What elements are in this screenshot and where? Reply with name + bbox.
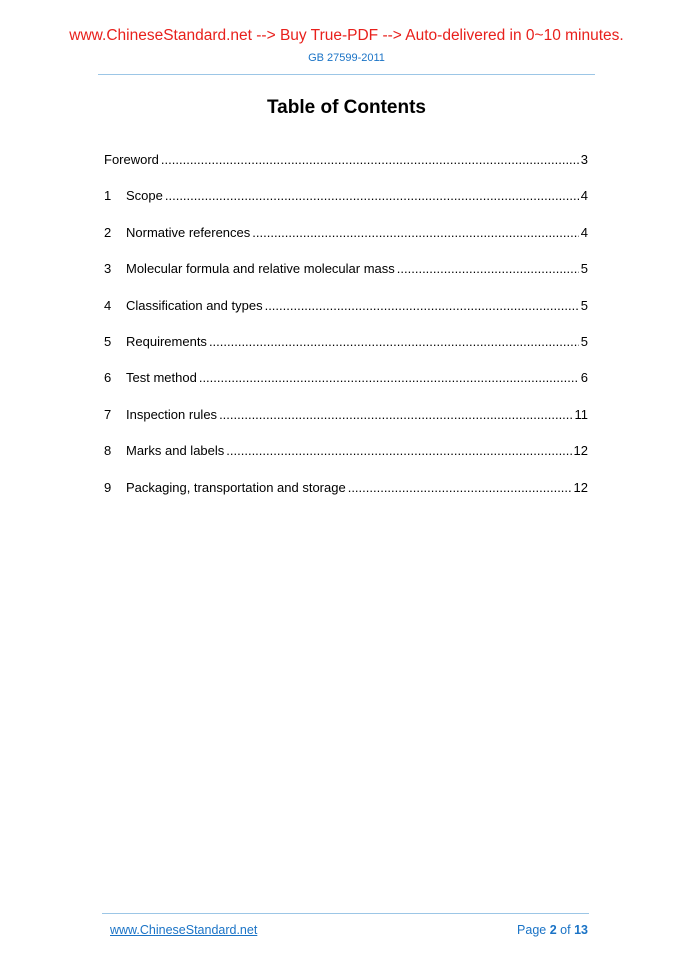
toc-entry-marks-and-labels[interactable] <box>104 443 588 479</box>
toc-entry-label: Test method <box>126 370 197 386</box>
header-divider <box>98 74 595 75</box>
toc-entry-classification[interactable] <box>104 298 588 334</box>
toc-entry-page: 11 <box>574 406 588 422</box>
toc-entry-number: 3 <box>104 261 112 277</box>
toc-entry-page: 12 <box>573 443 588 459</box>
toc-entry-foreword[interactable] <box>104 152 588 188</box>
footer-website-link[interactable]: www.ChineseStandard.net <box>110 923 258 937</box>
toc-entry-label: Scope <box>126 188 163 204</box>
toc-entry-page: 5 <box>580 261 588 277</box>
toc-leader-dots <box>348 480 572 495</box>
toc-leader-dots <box>199 370 579 385</box>
toc-entry-label: Normative references <box>126 224 251 240</box>
toc-leader-dots <box>265 298 579 313</box>
toc-leader-dots <box>219 407 572 422</box>
toc-entry-number: 2 <box>104 224 112 240</box>
toc-entry-page: 6 <box>580 370 588 386</box>
toc-entry-number: 4 <box>104 297 112 313</box>
toc-entry-test-method[interactable] <box>104 370 588 406</box>
toc-entry-number: 5 <box>104 333 112 349</box>
toc-entry-page: 5 <box>580 333 588 349</box>
toc-entry-inspection-rules[interactable] <box>104 407 588 443</box>
toc-entry-number: 1 <box>104 188 112 204</box>
toc-entry-packaging[interactable] <box>104 480 588 516</box>
toc-leader-dots <box>165 188 579 203</box>
toc-entry-normative-references[interactable] <box>104 225 588 261</box>
toc-entry-page: 4 <box>580 224 588 240</box>
toc-entry-label: Packaging, transportation and storage <box>126 479 346 495</box>
toc-leader-dots <box>397 261 579 276</box>
page-current: 2 <box>549 923 557 937</box>
toc-entry-scope[interactable] <box>104 188 588 224</box>
toc-entry-molecular-formula[interactable] <box>104 261 588 297</box>
toc-entry-page: 5 <box>580 297 588 313</box>
toc-entry-page: 12 <box>573 479 588 495</box>
toc-entry-number: 6 <box>104 370 112 386</box>
toc-entry-requirements[interactable] <box>104 334 588 370</box>
toc-leader-dots <box>252 225 578 240</box>
toc-leader-dots <box>209 334 579 349</box>
toc-entry-number: 8 <box>104 443 112 459</box>
footer-divider <box>102 913 589 914</box>
header-banner-link[interactable]: www.ChineseStandard.net --> Buy True-PDF --> Auto-delivered in 0~10 minutes. <box>69 27 624 44</box>
toc-entry-page: 4 <box>580 188 588 204</box>
page-title: Table of Contents <box>266 97 427 118</box>
toc-entry-label: Requirements <box>126 333 207 349</box>
table-of-contents <box>104 152 588 516</box>
page-of: of <box>560 923 571 937</box>
toc-entry-label: Classification and types <box>126 297 263 313</box>
toc-entry-page: 3 <box>580 152 588 167</box>
toc-entry-label: Inspection rules <box>126 406 218 422</box>
page-total: 13 <box>574 923 588 937</box>
toc-leader-dots <box>226 443 571 458</box>
toc-entry-label: Foreword <box>104 152 159 167</box>
toc-entry-number: 7 <box>104 406 112 422</box>
toc-entry-label: Marks and labels <box>126 443 225 459</box>
footer-page-indicator <box>517 923 588 937</box>
toc-leader-dots <box>161 152 579 167</box>
page-prefix: Page <box>517 923 547 937</box>
toc-entry-label: Molecular formula and relative molecular mass <box>126 261 395 277</box>
toc-entry-number: 9 <box>104 479 112 495</box>
standard-number: GB 27599-2011 <box>308 52 385 64</box>
